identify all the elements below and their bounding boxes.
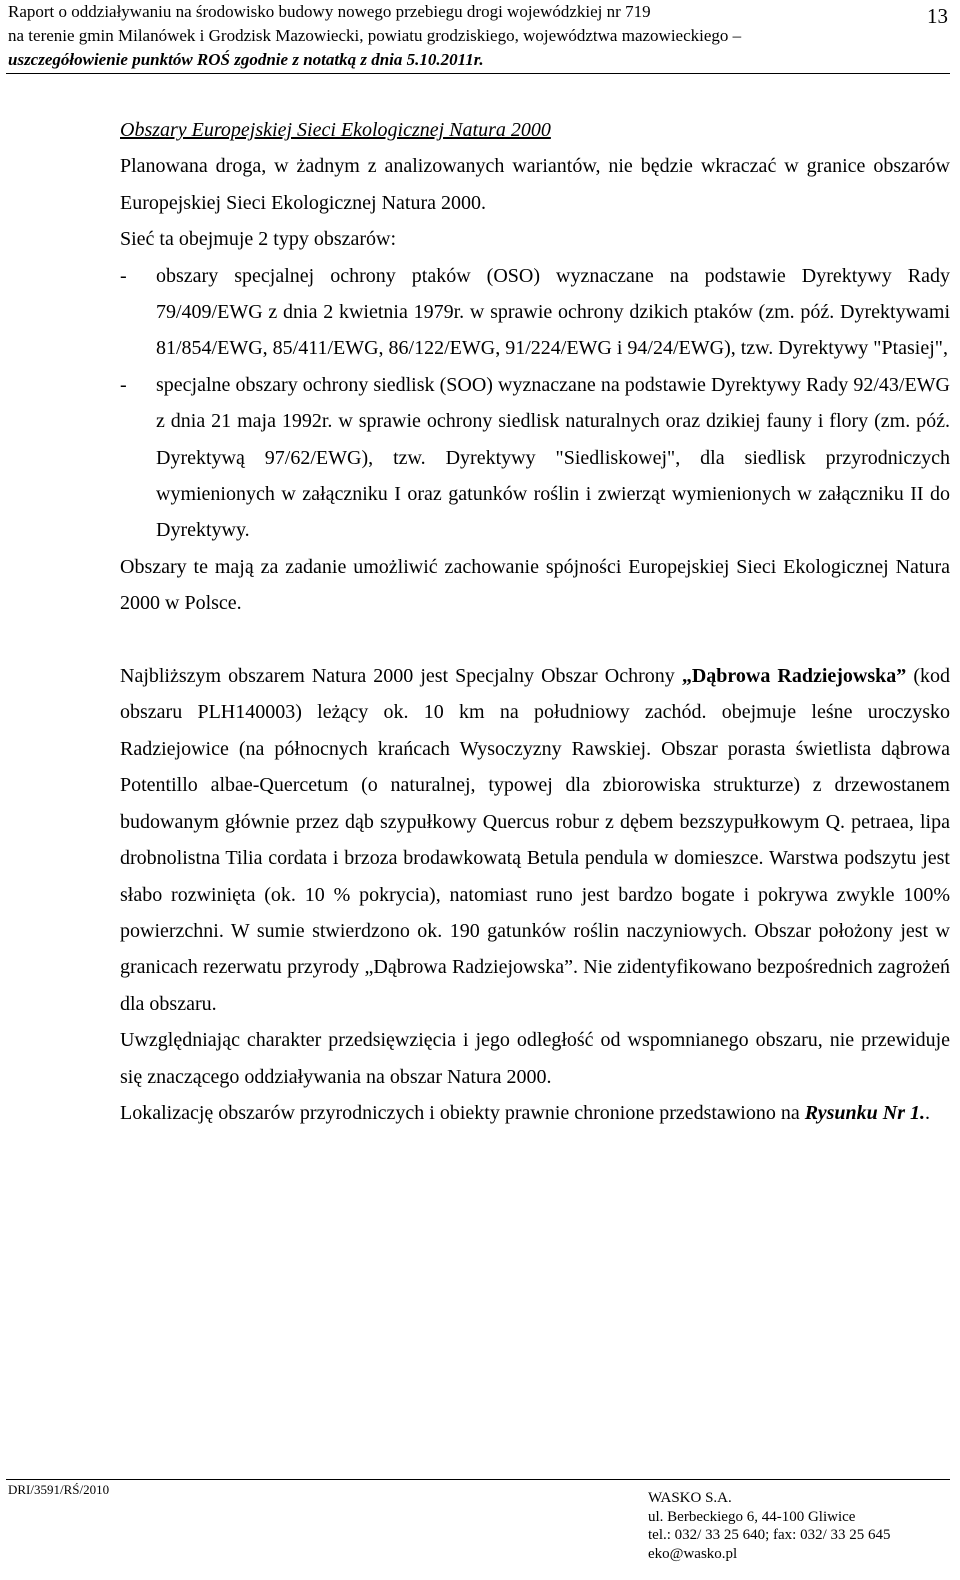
list-item-text: obszary specjalnej ochrony ptaków (OSO) wyznaczane na podstawie Dyrektywy Rady 79/409/EWG z dnia 2 kwietnia 1979r. w sprawie ochrony dzikich ptaków (zm. póź. Dyrektywami 81/854/EWG, 85/411/EWG, 86/122/EWG, 91/224/EWG i 94/24/EWG), tzw. Dyrektywy "Ptasiej", bbox=[156, 264, 950, 360]
document-code: DRI/3591/RŚ/2010 bbox=[8, 1482, 110, 1497]
paragraph-natura-site bbox=[120, 658, 950, 1022]
paragraph-6 bbox=[120, 1095, 950, 1131]
paragraph-1: Planowana droga, w żadnym z analizowanych wariantów, nie będzie wkraczać w granice obszarów Europejskiej Sieci Ekologicznej Natura 2000. bbox=[120, 155, 950, 214]
figure-reference: Rysunku Nr 1. bbox=[804, 1101, 925, 1124]
document-body bbox=[120, 112, 950, 1131]
paragraph-2: Sieć ta obejmuje 2 typy obszarów: bbox=[120, 228, 397, 251]
page-number: 13 bbox=[927, 4, 948, 28]
paragraph-6-tail: . bbox=[924, 1101, 930, 1124]
section-heading: Obszary Europejskiej Sieci Ekologicznej Natura 2000 bbox=[120, 119, 551, 141]
list-dash: - bbox=[120, 264, 127, 287]
page-header bbox=[8, 0, 948, 72]
header-rule bbox=[6, 73, 950, 74]
company-name: WASKO S.A. bbox=[648, 1490, 732, 1506]
company-phone: tel.: 032/ 33 25 640; fax: 032/ 33 25 645 bbox=[648, 1527, 891, 1543]
paragraph-5: Uwzględniając charakter przedsięwzięcia i jego odległość od wspomnianego obszaru, nie przewiduje się znaczącego oddziaływania na obszar Natura 2000. bbox=[120, 1029, 950, 1088]
list-item-text: specjalne obszary ochrony siedlisk (SOO) wyznaczane na podstawie Dyrektywy Rady 92/43/EWG z dnia 21 maja 1992r. w sprawie ochrony siedlisk naturalnych oraz dzikiej fauny i flory (zm. póź. Dyrektywą 97/62/EWG), tzw. Dyrektywy "Siedliskowej", dla siedlisk przyrodniczych wymienionych w załączniku I oraz gatunków roślin i zwierząt wymienionych w załączniku II do Dyrektywy. bbox=[156, 373, 950, 542]
list-item bbox=[120, 258, 950, 367]
list-dash: - bbox=[120, 373, 127, 396]
header-title-line-1: Raport o oddziaływaniu na środowisko budowy nowego przebiegu drogi wojewódzkiej nr 719 bbox=[8, 2, 651, 21]
paragraph-spacer bbox=[120, 622, 950, 658]
header-title-line-2: na terenie gmin Milanówek i Grodzisk Mazowiecki, powiatu grodziskiego, województwa mazowieckiego – bbox=[8, 26, 742, 45]
paragraph-3: Obszary te mają za zadanie umożliwić zachowanie spójności Europejskiej Sieci Ekologicznej Natura 2000 w Polsce. bbox=[120, 555, 950, 615]
paragraph-6-lead: Lokalizację obszarów przyrodniczych i obiekty prawnie chronione przedstawiono na bbox=[120, 1101, 805, 1124]
paragraph-4-rest: (kod obszaru PLH140003) leżący ok. 10 km na południowy zachód. obejmuje leśne uroczysko Radziejowice (na północnych krańcach Wysoczyzny Rawskiej. Obszar porasta świetlista dąbrowa Potentillo albae-Quercetum (o naturalnej, typowej dla zbiorowiska strukturze) z drzewostanem budowanym głównie przez dąb szypułkowy Quercus robur z dębem bezszypułkowym Q. petraea, lipa drobnolistna Tilia cordata i brzoza brodawkowatą Betula pendula w domieszce. Warstwa podszytu jest słabo rozwinięta (ok. 10 % pokrycia), natomiast runo jest bardzo bogate i pokrywa zwykle 100% powierzchni. W sumie stwierdzono ok. 190 gatunków roślin naczyniowych. Obszar położony jest w granicach rezerwatu przyrody „Dąbrowa Radziejowska”. Nie zidentyfikowano bezpośrednich zagrożeń dla obszaru. bbox=[120, 665, 950, 1015]
paragraph-4-lead: Najbliższym obszarem Natura 2000 jest Specjalny Obszar Ochrony bbox=[120, 665, 682, 688]
company-info bbox=[648, 1489, 890, 1563]
header-subtitle: uszczegółowienie punktów ROŚ zgodnie z notatką z dnia 5.10.2011r. bbox=[8, 50, 484, 69]
footer-rule bbox=[6, 1479, 950, 1480]
company-address: ul. Berbeckiego 6, 44-100 Gliwice bbox=[648, 1508, 856, 1525]
company-email: eko@wasko.pl bbox=[648, 1545, 738, 1562]
list-item bbox=[120, 367, 950, 549]
site-name: „Dąbrowa Radziejowska” bbox=[681, 665, 907, 688]
